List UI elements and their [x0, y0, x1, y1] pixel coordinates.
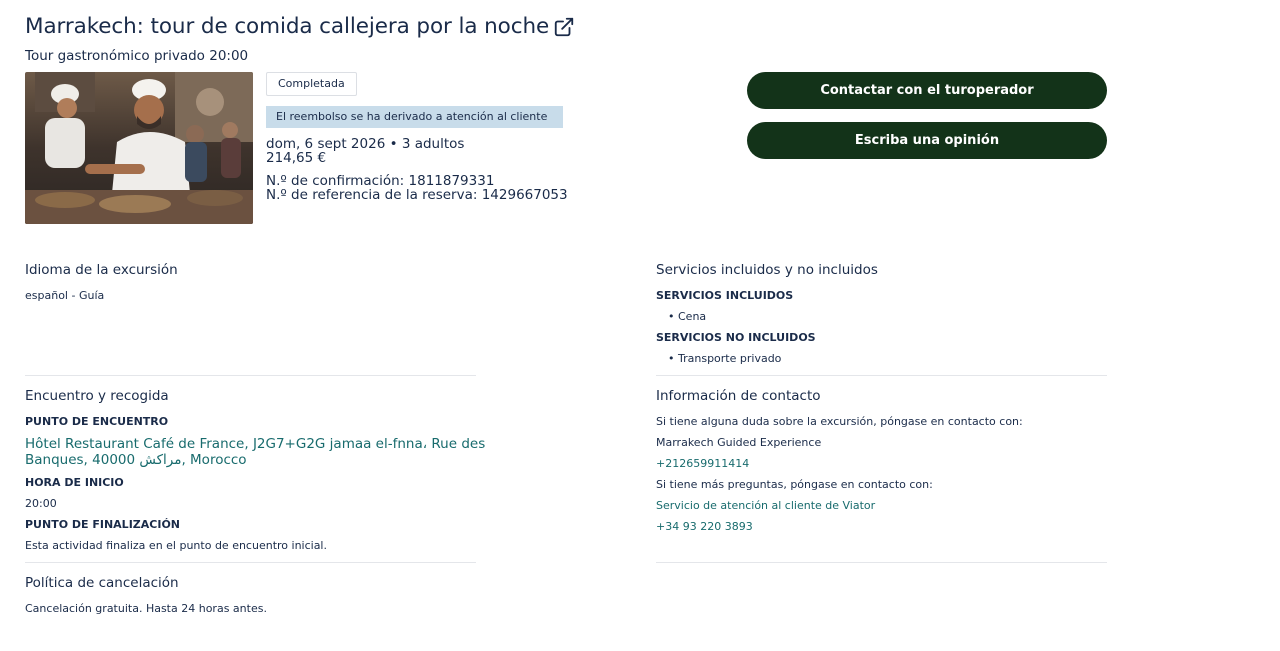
booking-reference: N.º de referencia de la reserva: 1429667053	[266, 187, 568, 203]
booking-date-travelers: dom, 6 sept 2026 • 3 adultos	[266, 136, 465, 152]
external-link-icon[interactable]	[553, 16, 575, 38]
included-label: SERVICIOS INCLUIDOS	[656, 289, 794, 302]
meeting-point-address-line2[interactable]: Banques, 40000 مراكش, Morocco	[25, 452, 247, 468]
cancellation-heading: Política de cancelación	[25, 575, 179, 591]
language-heading: Idioma de la excursión	[25, 262, 178, 278]
start-time-value: 20:00	[25, 497, 57, 510]
cancellation-text: Cancelación gratuita. Hasta 24 horas antes.	[25, 602, 267, 615]
page-title[interactable]	[25, 14, 575, 39]
divider	[656, 375, 1107, 376]
meeting-heading: Encuentro y recogida	[25, 388, 169, 404]
end-point-value: Esta actividad finaliza en el punto de encuentro inicial.	[25, 539, 327, 552]
contact-operator-button[interactable]: Contactar con el turoperador	[747, 72, 1107, 109]
divider	[656, 562, 1107, 563]
services-heading: Servicios incluidos y no incluidos	[656, 262, 878, 278]
operator-phone-link[interactable]: +212659911414	[656, 457, 750, 470]
divider	[25, 375, 476, 376]
tour-option-subtitle: Tour gastronómico privado 20:00	[25, 48, 249, 64]
contact-heading: Información de contacto	[656, 388, 821, 404]
operator-name: Marrakech Guided Experience	[656, 436, 822, 449]
booking-price: 214,65 €	[266, 150, 327, 166]
language-value: español - Guía	[25, 289, 105, 302]
excluded-item: • Transporte privado	[678, 352, 781, 365]
customer-support-link[interactable]: Servicio de atención al cliente de Viator	[656, 499, 876, 512]
refund-notice: El reembolso se ha derivado a atención al cliente	[266, 106, 563, 128]
start-time-label: HORA DE INICIO	[25, 476, 124, 489]
divider	[25, 562, 476, 563]
booking-status-badge: Completada	[266, 72, 357, 96]
end-point-label: PUNTO DE FINALIZACIÓN	[25, 518, 180, 531]
meeting-point-address-line1[interactable]: Hôtel Restaurant Café de France, J2G7+G2G jamaa el-fnna، Rue des	[25, 436, 486, 452]
support-phone-link[interactable]: +34 93 220 3893	[656, 520, 753, 533]
write-review-button[interactable]: Escriba una opinión	[747, 122, 1107, 159]
included-item: • Cena	[678, 310, 706, 323]
meeting-point-label: PUNTO DE ENCUENTRO	[25, 415, 169, 428]
tour-photo	[25, 72, 253, 224]
confirmation-number: N.º de confirmación: 1811879331	[266, 173, 495, 189]
more-questions-intro: Si tiene más preguntas, póngase en contacto con:	[656, 478, 933, 491]
contact-intro: Si tiene alguna duda sobre la excursión, póngase en contacto con:	[656, 415, 1023, 428]
excluded-label: SERVICIOS NO INCLUIDOS	[656, 331, 816, 344]
tour-title[interactable]: Marrakech: tour de comida callejera por la noche	[25, 14, 550, 39]
